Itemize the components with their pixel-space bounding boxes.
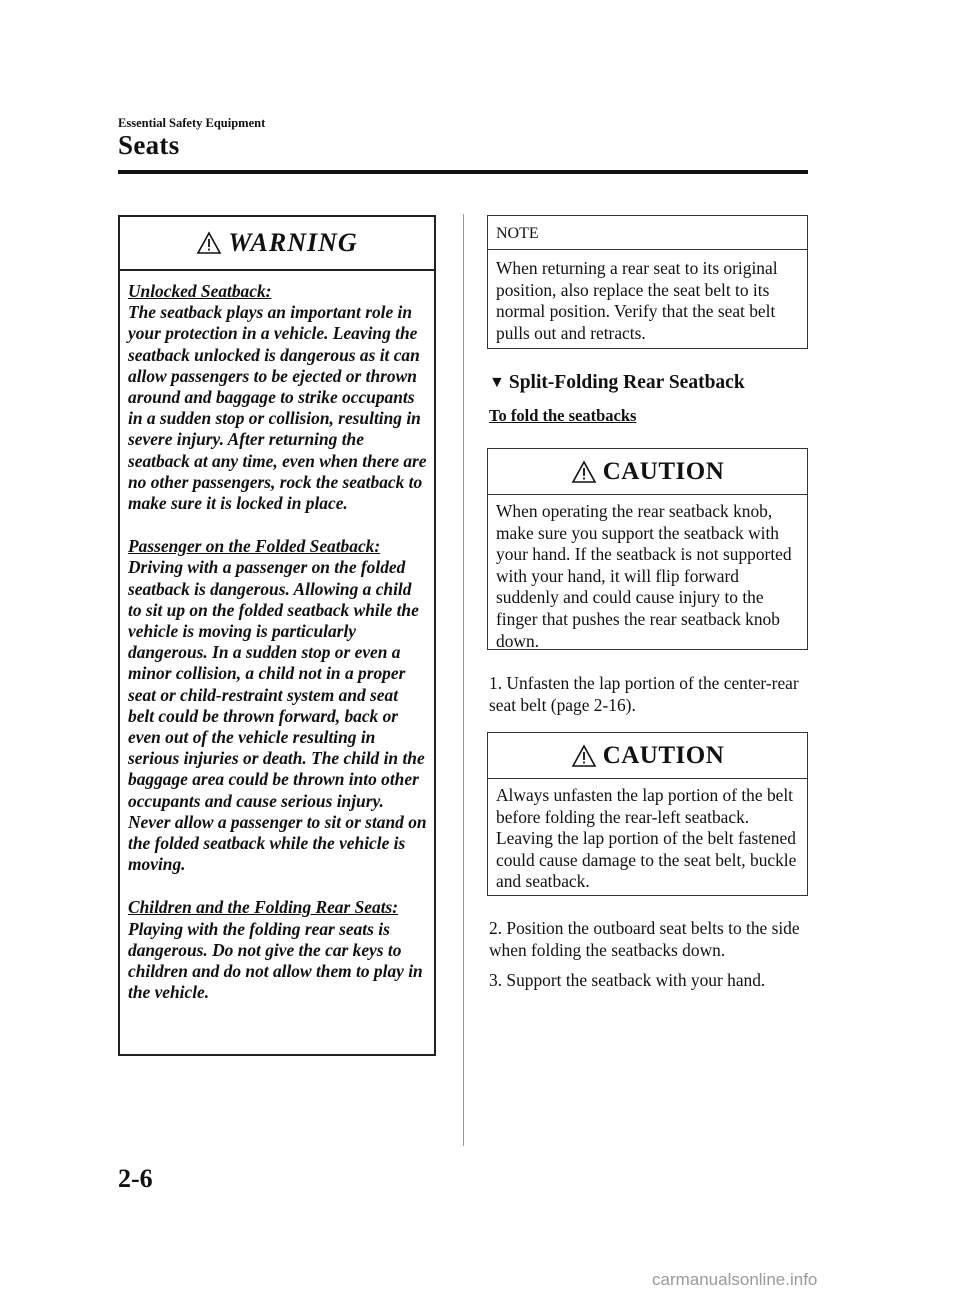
caution-text: Always unfasten the lap portion of the belt before folding the rear-left seatback. Leaving the lap portion of the belt fastened could cause damage to the seat belt, buckle and seatback. xyxy=(496,785,797,892)
step-item xyxy=(489,673,809,716)
step-number: 1. xyxy=(489,673,503,693)
warning-title: WARNING xyxy=(228,228,358,257)
section-heading xyxy=(489,372,745,394)
warning-subtitle: Passenger on the Folded Seatback: xyxy=(128,536,381,557)
caution-title: CAUTION xyxy=(602,741,725,769)
sub-heading: To fold the seatbacks xyxy=(489,406,637,425)
note-title: NOTE xyxy=(488,216,807,250)
warning-header xyxy=(120,217,434,271)
warning-box xyxy=(118,215,436,1056)
step-item xyxy=(489,918,809,961)
note-text: When returning a rear seat to its original position, also replace the seat belt to its normal position. Verify that the seat belt pulls out and retracts. xyxy=(496,258,778,343)
watermark: carmanualsonline.info xyxy=(652,1270,818,1289)
warning-subtitle: Children and the Folding Rear Seats: xyxy=(128,897,399,918)
column-divider xyxy=(463,214,464,1146)
warning-triangle-icon xyxy=(196,231,222,255)
warning-body xyxy=(120,271,434,1004)
warning-text: Driving with a passenger on the folded seatback is dangerous. Allowing a child to sit up on the folded seatback while the vehicle is moving is particularly dangerous. In a sudden stop or even a minor collision, a child not in a proper seat or child-restraint system and seat belt could be thrown forward, back or even out of the vehicle resulting in serious injuries or death. The child in the baggage area could be thrown into other occupants and cause serious injury. Never allow a passenger to sit or stand on the folded seatback while the vehicle is moving. xyxy=(128,557,427,875)
caution-text: When operating the rear seatback knob, make sure you support the seatback with your hand. If the seatback is not supported with your hand, it will flip forward suddenly and could cause injury to the finger that pushes the rear seatback knob down. xyxy=(496,501,792,651)
warning-block xyxy=(128,897,428,1003)
warning-subtitle: Unlocked Seatback: xyxy=(128,281,272,301)
header-rule xyxy=(118,170,808,174)
step-item xyxy=(489,970,809,992)
page-number: 2-6 xyxy=(118,1164,153,1193)
warning-text: Playing with the folding rear seats is dangerous. Do not give the car keys to children and do not allow them to play in the vehicle. xyxy=(128,918,423,1003)
caution-box xyxy=(487,448,808,650)
caution-triangle-icon xyxy=(571,744,597,768)
warning-block xyxy=(128,536,428,875)
section-heading-text: Split-Folding Rear Seatback xyxy=(508,372,745,393)
caution-title: CAUTION xyxy=(602,457,725,485)
step-number: 2. xyxy=(489,918,503,938)
caution-header xyxy=(488,733,807,779)
caution-header xyxy=(488,449,807,495)
caution-triangle-icon xyxy=(571,460,597,484)
page-title: Seats xyxy=(118,130,180,160)
note-box xyxy=(487,215,808,349)
warning-block xyxy=(128,281,428,514)
caution-box xyxy=(487,732,808,896)
warning-text: The seatback plays an important role in your protection in a vehicle. Leaving the seatback unlocked is dangerous as it can allow passengers to be ejected or thrown around and baggage to strike occupants in a sudden stop or collision, resulting in severe injury. After returning the seatback at any time, even when there are no other passengers, rock the seatback to make sure it is locked in place. xyxy=(128,302,427,514)
step-number: 3. xyxy=(489,970,503,990)
section-label: Essential Safety Equipment xyxy=(118,116,266,130)
step-text: Position the outboard seat belts to the side when folding the seatbacks down. xyxy=(489,918,800,960)
triangle-bullet-icon: ▼ xyxy=(489,374,505,391)
step-text: Unfasten the lap portion of the center-rear seat belt (page 2-16). xyxy=(489,673,799,715)
step-text: Support the seatback with your hand. xyxy=(506,970,766,990)
